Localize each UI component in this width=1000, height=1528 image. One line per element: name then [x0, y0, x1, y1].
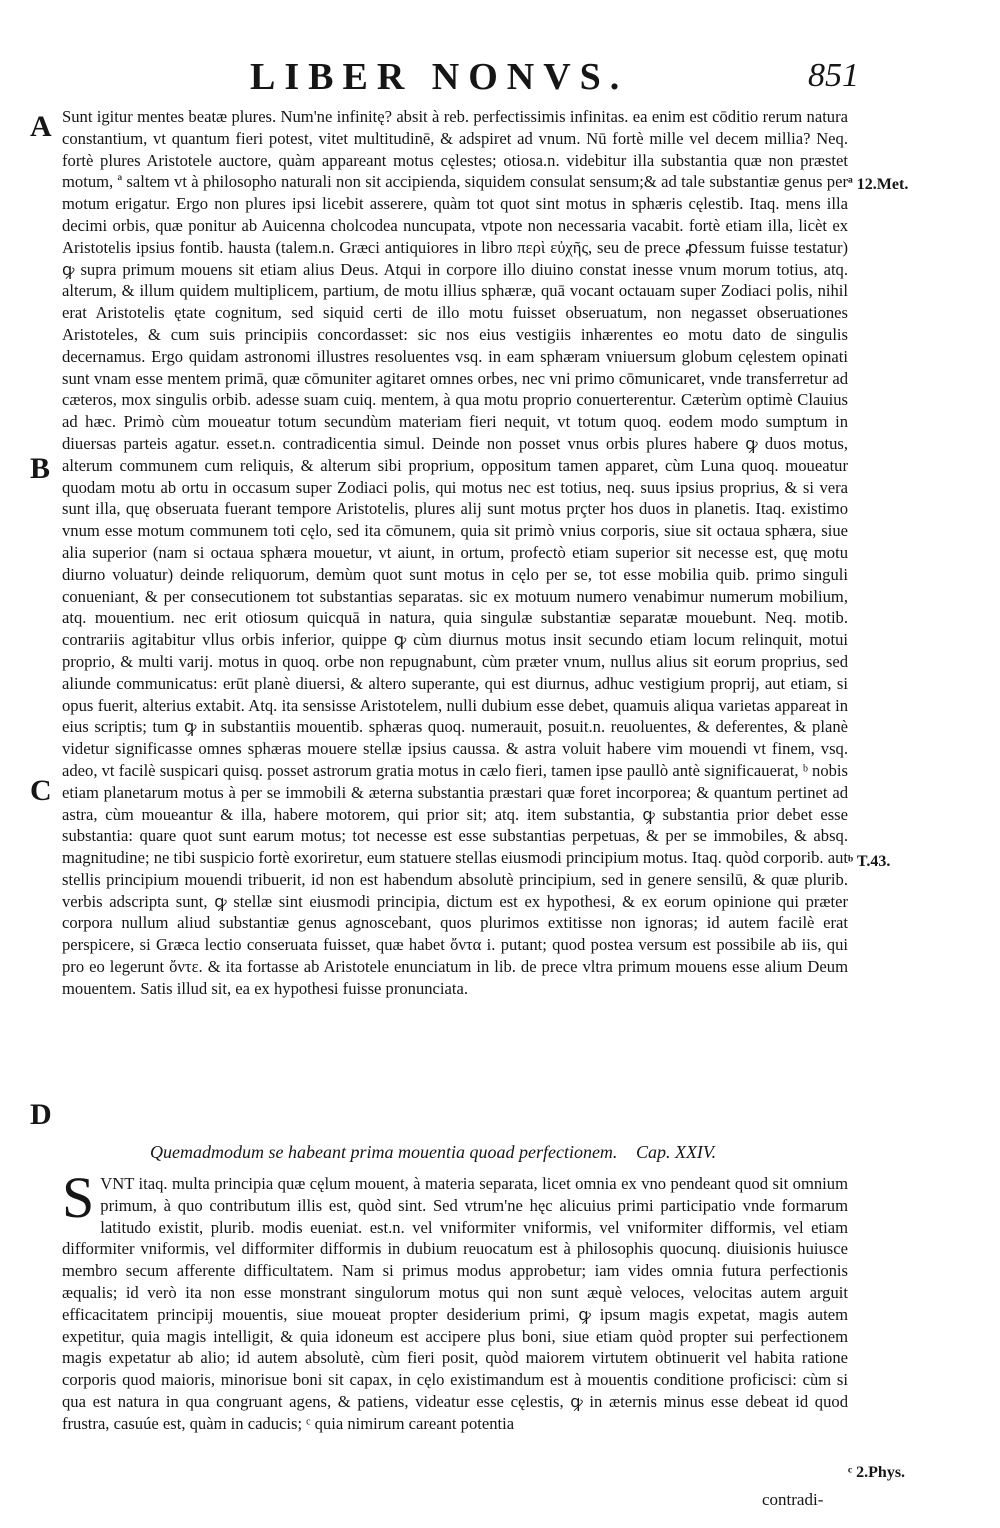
- section-letter-d: D: [30, 1098, 52, 1131]
- page-number: 851: [808, 57, 859, 94]
- chapter-number: Cap. XXIV.: [635, 1142, 717, 1162]
- chapter-title: Quemadmodum se habeant prima mouentia quoad perfectionem.: [150, 1142, 618, 1162]
- section-letter-c: C: [30, 774, 52, 807]
- body-text-block-b-content: VNT itaq. multa principia quæ cęlum mouent, à materia separata, licet omnia ex vno pendeant quod sit omnium primum, à quo contributum illis est, quòd sint. Sed vtrum'ne hęc alicuius primi participatio vnde formarum latitudo existit, plurib. modis eueniat. est.n. vel vniformiter vniformis, vel vniformiter difformis, vel etiam difformiter vniformis, vel difformiter difformis in dubium reuocatum est à philosophis quocunq. diuisionis huiusce membro secum afferente difficultatem. Nam si primus modus approbetur; iam vides omnia futura perfectionis æqualis; id verò ita non esse monstrant singulorum motus qui non sunt æquè veloces, velocitas autem arguit efficacitatem principij mouentis, siue moueat propter desiderium primi, ꝙ ipsum magis expetat, magis autem expetitur, quia magis intelligit, & quia idoneum est accipere plus boni, siue etiam quòd propter sui perfectionem magis expetatur ab alio; id autem absolutè, cùm fieri posit, quòd maiorem virtutem obtinuerit vel habita ratione corporis quod maioris, minorisue boni sit capax, in cęlo existimandum est à mouentis conditione proficisci: cùm si qua est natura in qua congruant agens, & patiens, videatur esse cęlestis, ꝙ in æternis minus esse debeat id quod frustra, casuúe est, quàm in caducis; ᶜ quia nimirum careant potentia: [62, 1174, 848, 1433]
- body-text-block-b: [62, 1165, 848, 1435]
- marginal-note-3: ᶜ 2.Phys.: [848, 1464, 906, 1481]
- chapter-heading: [150, 1142, 850, 1163]
- marginal-note-2: ᵇ T.43.: [848, 853, 891, 870]
- running-title: LIBER NONVS.: [250, 56, 629, 98]
- drop-cap-initial: S: [62, 1165, 95, 1230]
- body-text-block-a: Sunt igitur mentes beatæ plures. Num'ne infinitę? absit à reb. perfectissimis infinitas. ea enim est cōditio rerum natura constantium, vt quantum fieri potest, vitet multitudinē, & adspiret ad vnum. Nū fortè mille vel decem millia? Neq. fortè plures Aristotele auctore, quàm appareant motus cęlestes; otiosa.n. videbitur illa substantia quæ non præstet motum, ª saltem vt à philosopho naturali non sit accipienda, siquidem consulat sensum;& ad tale substantiæ genus per motum erigatur. Ergo non plures ipsi licebit asserere, quàm tot quot sint motus in sphæris cęlestib. Itaq. mens illa decimi orbis, quæ ponitur ab Auicenna cholcodea nuncupata, vtpote non necessaria vacabit. fortè etiam illa, licèt ex Aristotelis ipsius fontib. hausta (talem.n. Græci antiquiores in libro περὶ εὐχῆς, seu de prece ꝓfessum fuisse testatur) ꝙ supra primum mouens sit etiam alius Deus. Atqui in corpore illo diuino constat inesse vnum morum totius, atq. alterum, & illum quidem multiplicem, partium, de motu illius sphæræ, quā vocant octauam super Zodiaci polis, nihil erat Aristotelis ętate cognitum, sed siquid certi de illo motu fuisset obseruatum, non negasset obseruationes Aristoteles, & cum suis principiis concordasset: sic nos eius vestigiis inhærentes eo motu dato de singulis decernamus. Ergo quidam astronomi illustres resoluentes vsq. in eam sphæram vniuersum globum cęlestem opinati sunt vnam esse mentem primā, quæ cōmuniter agitaret omnes orbes, nec vni primo cōmunicaret, vnde transferretur ad cæteros, mox singulis orbib. adesse suam cuiq. mentem, à qua motu proprio conuerterentur. Cæterùm optimè Clauius ad hæc. Primò cùm moueatur totum secundùm materiam fieri nequit, vt totum quoq. eodem modo sumptum in diuersas parteis agatur. esset.n. contradicentia simul. Deinde non posset vnus orbis plures habere ꝙ duos motus, alterum communem cum reliquis, & alterum sibi proprium, oppositum tamen apparet, cùm Luna quoq. moueatur quodam motu ab ortu in occasum super Zodiaci polis, qui motus nec est totius, neq. suus ipsius proprius, & si vera sunt illa, quę obseruata fuerant tempore Aristotelis, plures alij sunt motus prçter hos duos in planetis. Itaq. existimo vnum esse motum communem toti cęlo, sed ita cōmunem, quia sit primò vnius corporis, siue sit octaua sphæra, siue alia superior (nam si octaua sphæra mouetur, vt aiunt, in ortum, profectò etiam superior sit necesse est, quę motu diurno voluatur) deinde reliquorum, demùm quot sunt motus in cęlo per se, tot esse mobilia quib. primo singuli conueniant, & per consecutionem tot substantias separatas. sic ex motuum numero venabimur numerum mobilium, atq. mouentium. nec erit otiosum quicquā in natura, quia singulæ substantiæ separatæ mouebunt. Neq. motib. contrariis agitabitur vllus orbis inferior, quippe ꝙ cùm diurnus motus insit secundo etiam locum relinquit, motui proprio, & multi varij. motus in quoq. orbe non repugnabunt, cùm præter vnum, nullus alius sit eorum proprius, sed aliunde communicatus: erūt planè diuersi, & altero superante, qui est diurnus, adhuc vestigium proprij, aut etiam, si opus fuerit, alterius extabit. Atq. ita sensisse Aristotelem, nulli dubium esse debet, quamuis aliqua varietas appareat in eius scriptis; tum ꝙ in substantiis mouentib. sphæras quoq. numerauit, posuit.n. reuoluentes, & deferentes, & planè videtur significasse omnes sphæras mouere stellæ ipsius caussa. & astra voluit habere vim mouendi vt finem, vsq. adeo, vt facilè suspicari quisq. posset astrorum gratia motus in cælo fieri, tamen ipse paullò antè significauerat, ᵇ nobis etiam planetarum motus à per se immobili & æterna substantia præstari quæ foret incorporea; & quantum pertinet ad astra, cùm moueantur & illa, habere motorem, qui prior sit; atq. item substantia, ꝙ substantia prior debet esse substantia: quare quot sunt earum motus; tot necesse est esse substantias perpetuas, & per se immobiles, & absq. magnitudine; ne tibi suspicio fortè exoriretur, eum statuere stellas eiusmodi principium motus. Itaq. quòd corporib. aut stellis principium mouendi tribuerit, id non est habendum absolutè principium, sed in genere sensilū, & quæ plurib. verbis adscripta sunt, ꝙ stellæ sint eiusmodi principia, dictum est ex hypothesi, & ex eorum opinione qui præter corpora nullum aliud substantiæ genus agnoscebant, quos plurimos extitisse non ignoras; id autem facilè erat perspicere, si Græca lectio conseruata fuisset, quæ habet ὄντα i. putant; quod postea versum est possibile ab iis, qui pro eo legerunt ὄντε. & ita fortasse ab Aristotele enunciatum in lib. de prece vltra primum mouens esse alium Deum mouentem. Satis illud sit, ea ex hypothesi fuisse pronunciata.: [62, 107, 848, 998]
- catchword: contradi-: [762, 1490, 824, 1509]
- section-letter-b: B: [30, 452, 51, 485]
- section-letter-a: A: [30, 110, 52, 143]
- marginal-note-1: ª 12.Met.: [848, 176, 909, 193]
